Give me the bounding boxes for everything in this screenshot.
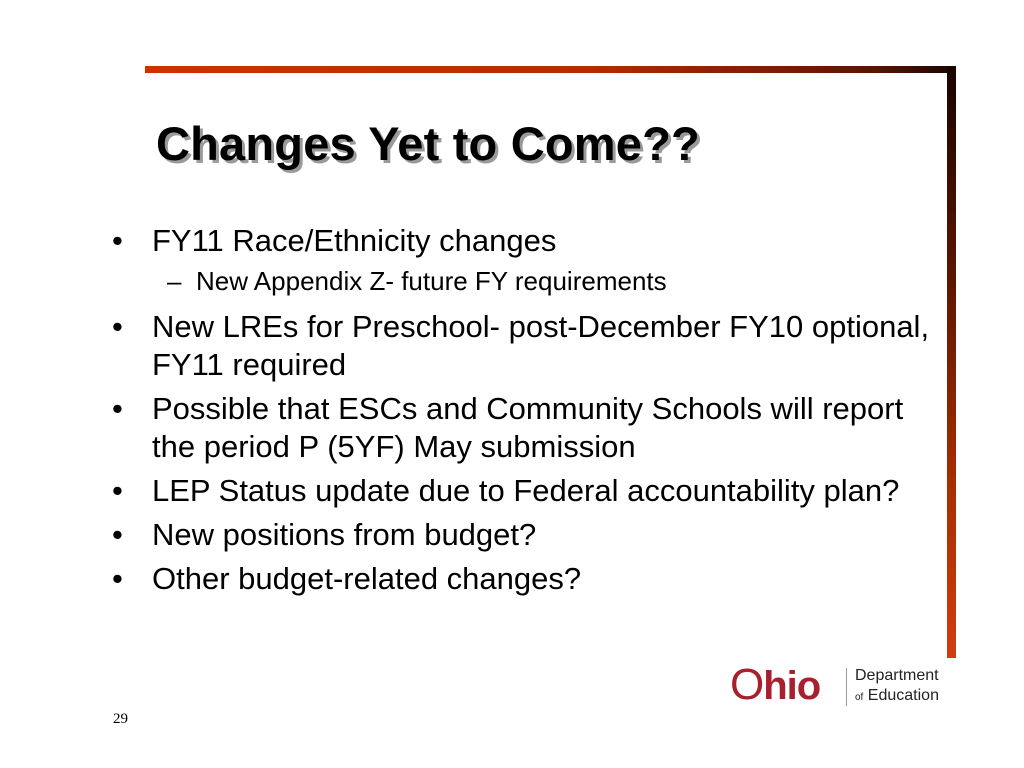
bullet-item: [112, 560, 942, 598]
ohio-department-of-education-logo: [730, 660, 960, 710]
bullet-item: [112, 390, 942, 466]
logo-o-letter: O: [730, 660, 764, 709]
sub-bullet-marker: –: [167, 266, 182, 296]
sub-bullet-item: [112, 264, 942, 298]
bullet-list: [112, 222, 942, 604]
bullet-text: FY11 Race/Ethnicity changes: [152, 223, 557, 258]
bullet-marker: •: [112, 561, 123, 596]
bullet-marker: •: [112, 517, 123, 552]
page-number: 29: [113, 711, 128, 727]
bullet-marker: •: [112, 309, 123, 344]
top-accent-bar: [145, 66, 956, 73]
bullet-marker: •: [112, 223, 123, 258]
bullet-text: Other budget-related changes?: [152, 561, 582, 596]
right-accent-bar: [947, 66, 956, 658]
logo-education: Education: [867, 687, 939, 704]
logo-divider: [846, 668, 847, 706]
bullet-item: [112, 308, 942, 384]
ohio-wordmark: [730, 660, 820, 711]
slide-title: Changes Yet to Come??: [156, 117, 700, 170]
bullet-marker: •: [112, 473, 123, 508]
bullet-item: [112, 222, 942, 260]
sub-bullet-text: New Appendix Z- future FY requirements: [196, 266, 667, 296]
bullet-text: New LREs for Preschool- post-December FY10 optional, FY11 required: [152, 309, 930, 382]
logo-department-text: [855, 666, 939, 708]
bullet-item: [112, 516, 942, 554]
logo-of: of: [855, 692, 864, 703]
bullet-text: LEP Status update due to Federal accountability plan?: [152, 473, 900, 508]
logo-hio-letters: hio: [763, 664, 821, 708]
logo-department-line: Department: [855, 667, 939, 684]
bullet-marker: •: [112, 391, 123, 426]
bullet-text: New positions from budget?: [152, 517, 537, 552]
bullet-text: Possible that ESCs and Community Schools will report the period P (5YF) May submission: [152, 391, 904, 464]
bullet-item: [112, 472, 942, 510]
logo-education-line: [855, 686, 939, 708]
